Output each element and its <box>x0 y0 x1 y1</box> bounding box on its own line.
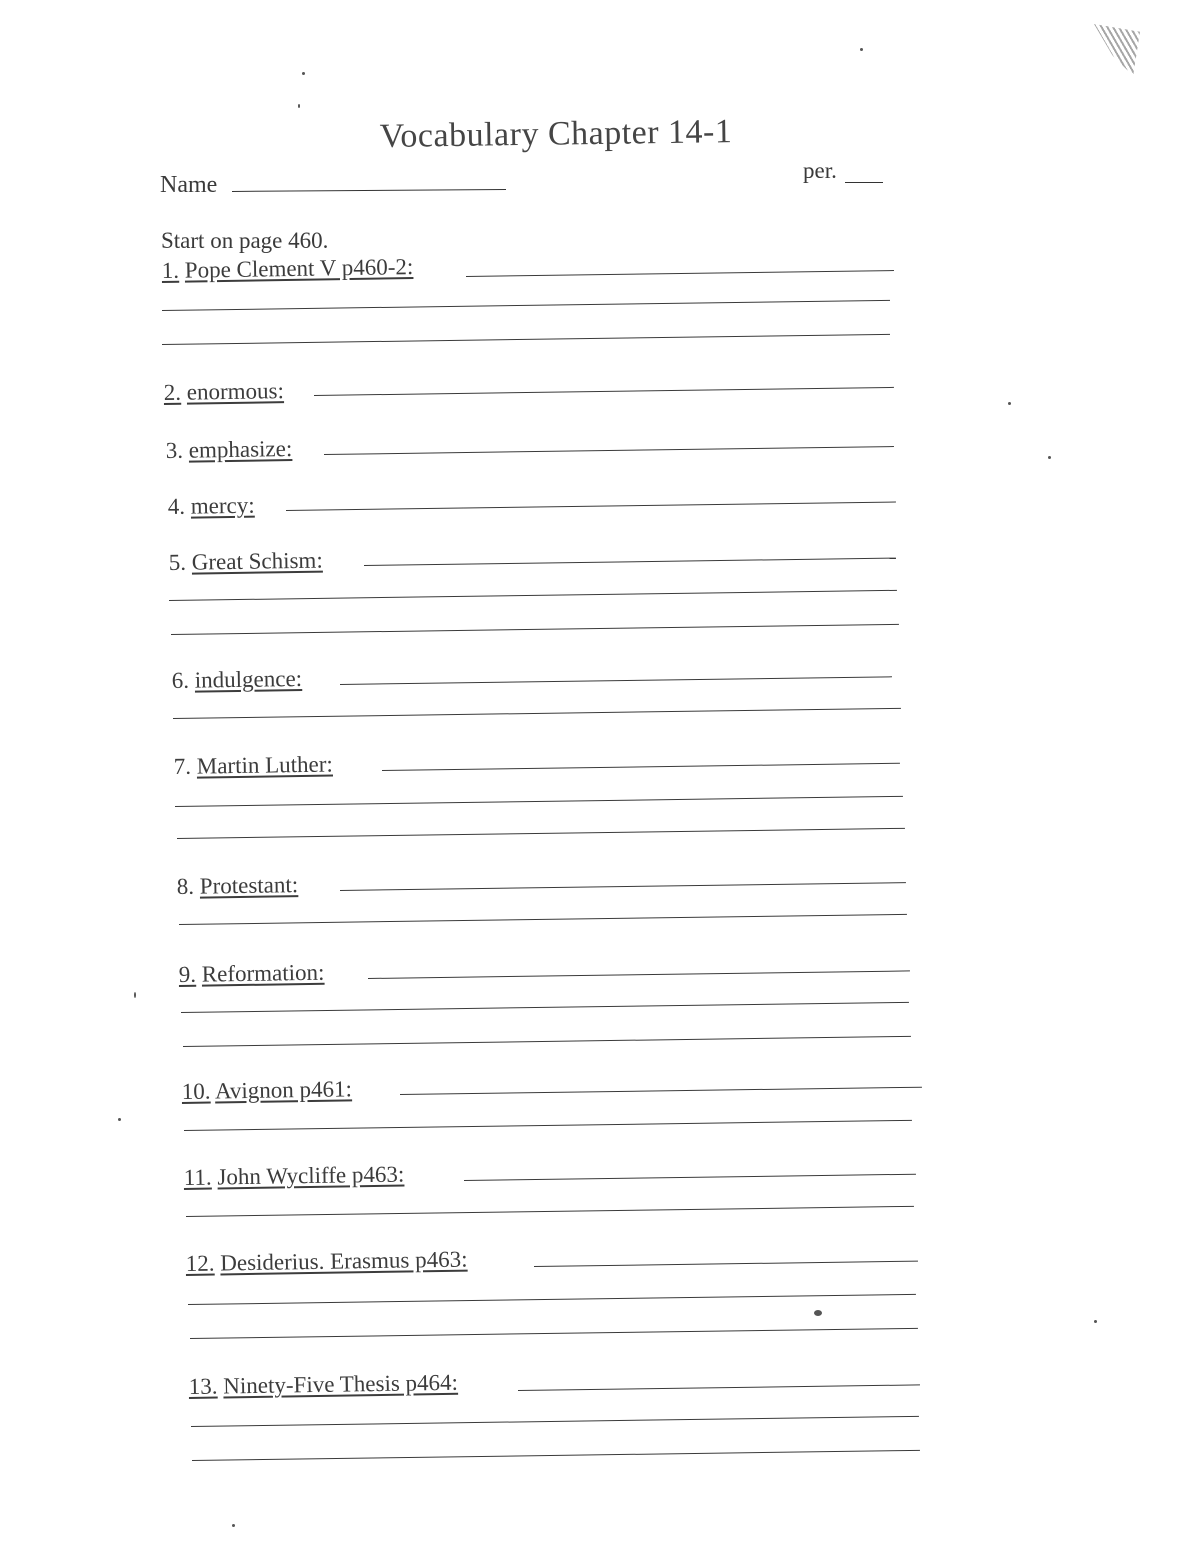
answer-line[interactable] <box>340 882 906 891</box>
period-label: per. <box>803 158 837 183</box>
vocab-item-5 <box>169 548 323 576</box>
item-term: Ninety-Five Thesis p464: <box>223 1369 459 1399</box>
answer-line[interactable] <box>177 828 905 839</box>
answer-line[interactable] <box>183 1036 911 1047</box>
scan-speck <box>298 104 300 108</box>
item-term: Great Schism: <box>191 547 323 575</box>
scan-artifact <box>1094 24 1140 76</box>
vocab-item-11 <box>184 1162 405 1191</box>
vocab-item-1 <box>162 254 414 284</box>
scan-speck <box>1008 402 1011 405</box>
answer-line[interactable] <box>190 1328 918 1339</box>
answer-line[interactable] <box>186 1206 914 1217</box>
item-number: 8. <box>176 873 195 900</box>
answer-line[interactable] <box>518 1384 920 1391</box>
item-term: Reformation: <box>201 959 325 987</box>
page-title: Vocabulary Chapter 14-1 <box>379 113 733 156</box>
item-number: 9. <box>178 961 197 988</box>
item-number: 3. <box>165 437 184 464</box>
item-term: Avignon p461: <box>214 1076 353 1104</box>
item-number: 5. <box>168 549 187 576</box>
vocab-item-8 <box>177 872 299 900</box>
item-term: Desiderius. Erasmus p463: <box>220 1246 468 1276</box>
item-number: 6. <box>171 667 190 694</box>
item-number: 10. <box>181 1078 211 1105</box>
item-number: 11. <box>183 1164 212 1191</box>
answer-line[interactable] <box>179 914 907 925</box>
scan-speck <box>1094 1320 1097 1323</box>
answer-line[interactable] <box>324 446 894 455</box>
item-term: Protestant: <box>199 872 299 899</box>
answer-line[interactable] <box>466 270 894 277</box>
answer-line[interactable] <box>171 624 899 635</box>
answer-line[interactable] <box>173 708 901 719</box>
answer-line[interactable] <box>286 501 896 511</box>
item-term: emphasize: <box>188 436 293 463</box>
answer-line[interactable] <box>382 763 900 771</box>
item-term: enormous: <box>186 378 285 405</box>
answer-line[interactable] <box>340 676 892 685</box>
item-number: 4. <box>167 493 186 520</box>
answer-line[interactable] <box>162 334 890 345</box>
name-label: Name <box>160 172 218 198</box>
answer-line[interactable] <box>162 300 890 311</box>
answer-line[interactable] <box>314 387 894 396</box>
item-number: 13. <box>188 1373 218 1400</box>
answer-line[interactable] <box>534 1261 918 1267</box>
vocab-item-13 <box>189 1370 459 1400</box>
scan-speck <box>814 1310 822 1316</box>
vocab-item-10 <box>182 1076 353 1105</box>
item-term: Martin Luther: <box>196 751 334 779</box>
scan-speck <box>1048 456 1051 459</box>
answer-line[interactable] <box>184 1120 912 1131</box>
item-term: indulgence: <box>194 665 303 693</box>
name-blank[interactable] <box>232 189 506 192</box>
vocab-item-6 <box>172 666 303 694</box>
scan-speck <box>134 992 136 998</box>
vocab-item-2 <box>164 378 285 406</box>
scan-speck <box>860 48 863 51</box>
scan-speck <box>302 72 305 75</box>
vocab-item-9 <box>179 960 325 988</box>
answer-line[interactable] <box>181 1002 909 1013</box>
item-term: mercy: <box>190 492 255 519</box>
instruction-text: Start on page 460. <box>161 228 329 253</box>
vocab-item-7 <box>174 752 333 780</box>
item-number: 2. <box>163 379 182 406</box>
item-number: 7. <box>173 753 192 780</box>
answer-line[interactable] <box>464 1174 916 1181</box>
item-number: 12. <box>185 1250 215 1277</box>
item-term: Pope Clement V p460-2: <box>184 254 414 283</box>
period-blank[interactable] <box>845 182 883 183</box>
answer-line[interactable] <box>169 590 897 601</box>
answer-line[interactable] <box>364 558 896 566</box>
item-term: John Wycliffe p463: <box>217 1161 405 1190</box>
answer-line[interactable] <box>368 970 910 979</box>
answer-line[interactable] <box>188 1294 916 1305</box>
vocab-item-3 <box>166 436 293 464</box>
answer-line[interactable] <box>175 796 903 807</box>
scan-speck <box>118 1118 121 1121</box>
vocab-item-12 <box>186 1247 468 1277</box>
answer-line[interactable] <box>400 1087 922 1095</box>
answer-line[interactable] <box>191 1416 919 1427</box>
item-number: 1. <box>161 257 180 284</box>
answer-line[interactable] <box>192 1450 920 1461</box>
scan-speck <box>232 1524 235 1527</box>
vocab-item-4 <box>168 493 255 520</box>
